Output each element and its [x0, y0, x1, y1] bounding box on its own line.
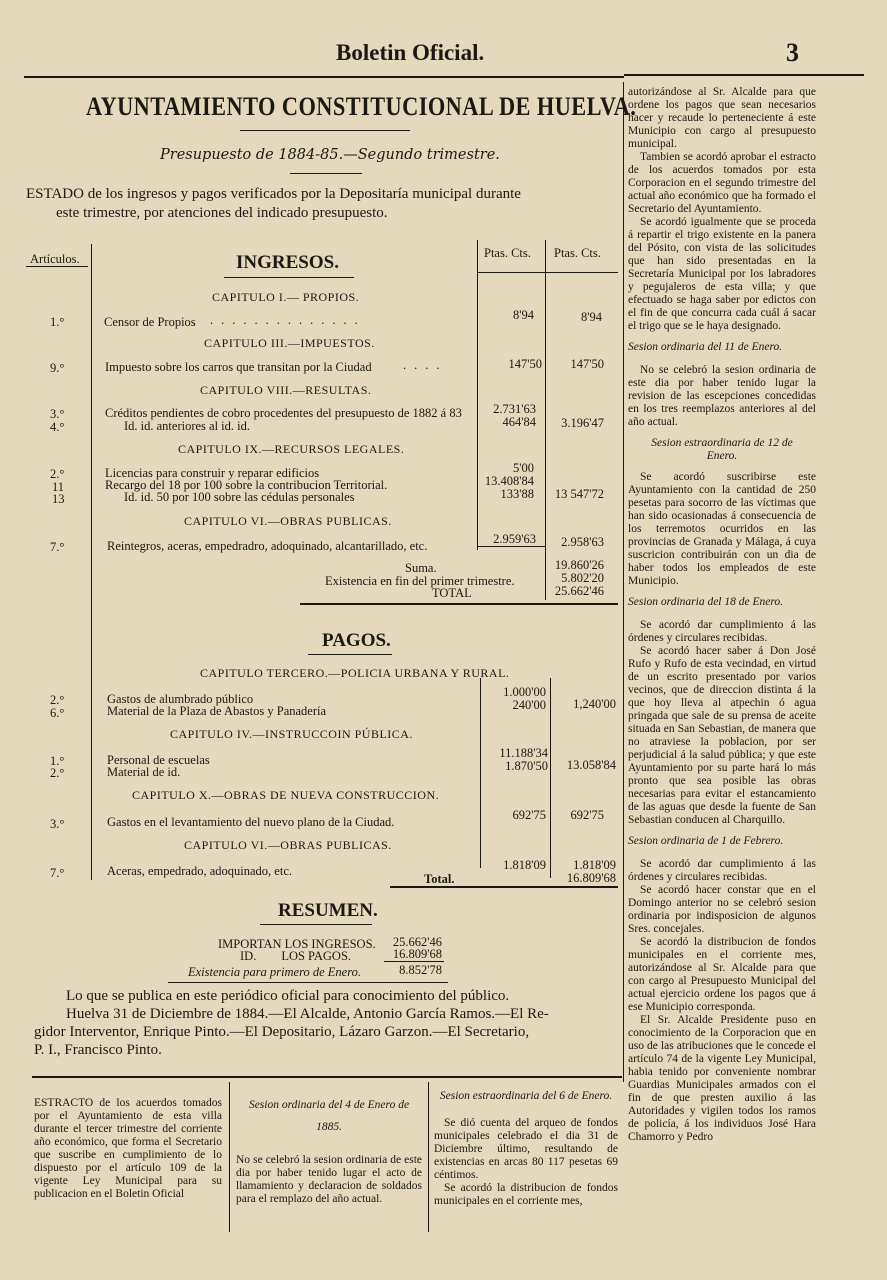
- ix-v1a: 5'00: [512, 461, 534, 475]
- column-divider: [623, 82, 624, 1082]
- capitulo-tercero: CAPITULO TERCERO.—POLICIA URBANA Y RURAL.: [200, 666, 510, 680]
- art-2: 2.°: [50, 467, 65, 481]
- header-rule: [24, 76, 624, 78]
- existencia-val: 5.802'20: [561, 571, 604, 585]
- resumen-ingresos-label: IMPORTAN LOS INGRESOS.: [218, 937, 376, 951]
- vi-v1: 2.959'63: [493, 532, 536, 546]
- bottom-rule: [32, 1076, 622, 1078]
- resumen-ingresos-val: 25.662'46: [392, 935, 442, 949]
- carros-v1: 147'50: [508, 357, 542, 371]
- ornament-rule-2: [290, 173, 362, 174]
- right-para-5: Se acordó suscribirse este Ayuntamiento con la cantidad de 250 pesetas para socorro de las víctimas que han sido ocasionadas á consecuencia de los terremotos ocurridos en las provincias de Granada y Málaga, á cuya suscricion contribuirán con un dia de haber todos los empleados de este Municipio.: [628, 471, 816, 587]
- right-para-6: Se acordó dar cumplimiento á las órdenes y circulares recibidas.: [628, 619, 816, 644]
- resumen-underline: [260, 924, 372, 925]
- carros-v2: 147'50: [570, 357, 604, 371]
- resumen-title: RESUMEN.: [278, 900, 378, 921]
- pagos-total-val: 16.809'68: [566, 871, 616, 885]
- censor-v1: 8'94: [512, 308, 534, 322]
- capitulo-i: CAPITULO I.— PROPIOS.: [212, 290, 360, 304]
- pagos-underline: [308, 654, 392, 655]
- right-para-3: Se acordó igualmente que se proceda á repartir el trigo existente en la panera del Pósito, con vista de las solicitudes que han sido presentadas en la Secretaría Municipal por los labradores y pegujaleros de esta villa; y que efectuado se haga saber por edictos con el fin de que concurra cada cuál á sacar el trigo que se le haya designado.: [628, 216, 816, 332]
- subheading: Presupuesto de 1884-85.—Segundo trimestre.: [160, 147, 500, 163]
- distribucion-fondos-text: Se acordó la distribucion de fondos municipales en el corriente mes,: [434, 1182, 618, 1207]
- aceras-empedrado: Aceras, empedrado, adoquinado, etc.: [107, 864, 292, 878]
- sesion-1-febrero-heading: Sesion ordinaria de 1 de Febrero.: [628, 835, 784, 847]
- iv-v1a: 11.188'34: [499, 746, 548, 760]
- ix-v1b: 13.408'84: [484, 474, 534, 488]
- intro-line-2: este trimestre, por atenciones del indicado presupuesto.: [56, 205, 388, 221]
- capitulo-x: CAPITULO X.—OBRAS DE NUEVA CONSTRUCCION.: [132, 788, 440, 802]
- capitulo-iii: CAPITULO III.—IMPUESTOS.: [204, 336, 375, 350]
- right-para-1: autorizándose al Sr. Alcalde para que ordene los pagos que sean necesarios hacer y recaude lo perteneciente á este Municipio con cargo al presupuesto municipal.: [628, 86, 816, 150]
- right-para-7: Se acordó hacer saber á Don José Rufo y Rufo de esta vecindad, en virtud de un escrito presentado por varios vecinos, que de direccion distinta á la que hoy lleva al atpechin ó agua pringada que sale de su prensa de aceite situada en San Sebastian, de manera que no atraviese la poblacion, por ser perjudicial á la salud pública; y que este Ayuntamiento por su parte hará lo más pronto que sea posible las obras necesarias para evitar el estancamiento de las aguas que desde la fuente de San Sebastian conducen al Charquillo.: [628, 645, 816, 826]
- vi2-v1: 1.818'09: [503, 858, 546, 872]
- x-v2: 692'75: [570, 808, 604, 822]
- x-art: 3.°: [50, 817, 65, 831]
- suma-label: Suma.: [405, 561, 437, 575]
- newspaper-title: Boletin Oficial.: [336, 40, 485, 65]
- sesion-18-enero-heading: Sesion ordinaria del 18 de Enero.: [628, 596, 784, 608]
- pagos-title: PAGOS.: [322, 630, 391, 651]
- sesion-6-enero-heading: Sesion estraordinaria del 6 de Enero.: [439, 1090, 613, 1102]
- col-head-2: Ptas. Cts.: [554, 246, 601, 260]
- levantamiento-plano: Gastos en el levantamiento del nuevo plano de la Ciudad.: [107, 815, 395, 829]
- right-para-2: Tambien se acordó aprobar el estracto de los acuerdos tomados por esta Corporacion en el segundo trimestre del actual año económico que ha formado el Secretario del Ayuntamiento.: [628, 151, 816, 215]
- capitulo-viii: CAPITULO VIII.—RESULTAS.: [200, 383, 372, 397]
- right-para-9: Se acordó hacer constar que en el Domingo anterior no se celebró sesion ordinaria por indisposicion de algunos Sres. concejales.: [628, 884, 816, 935]
- iv-v2: 13.058'84: [566, 758, 616, 772]
- articulos-underline: [26, 266, 88, 267]
- suma-val: 19.860'26: [554, 558, 604, 572]
- right-column: [628, 86, 816, 1144]
- page-number: 3: [786, 38, 799, 67]
- resumen-end-rule: [168, 982, 448, 983]
- vi2-v2: 1.818'09: [573, 858, 616, 872]
- closing-line-4: P. I., Francisco Pinto.: [34, 1042, 162, 1058]
- art-7: 7.°: [50, 540, 65, 554]
- estracto-text: ESTRACTO de los acuerdos tomados por el Ayuntamiento de esta villa durante el tercer trimestre del corriente año económico, que forma el Secretario que suscribe en cumplimiento de lo dispuesto por el artículo 109 de la vigente Ley Municipal para su publicacion en el Boletin Oficial: [34, 1097, 222, 1200]
- impuesto-carros: Impuesto sobre los carros que transitan por la Ciudad: [105, 360, 372, 374]
- creditos-anteriores: Id. id. anteriores al id. id.: [124, 419, 251, 433]
- pagos-col-line-1: [480, 678, 481, 868]
- col-head-rule: [478, 272, 618, 273]
- vi-v2: 2.958'63: [561, 535, 604, 549]
- sesion-11-enero-heading: Sesion ordinaria del 11 de Enero.: [628, 341, 783, 353]
- art-3: 3.°: [50, 407, 65, 421]
- vi2-art: 7.°: [50, 866, 65, 880]
- censor-propios: Censor de Propios: [104, 315, 196, 329]
- art-4: 4.°: [50, 420, 65, 434]
- ingresos-end-rule: [300, 603, 618, 605]
- right-para-4: No se celebró la sesion ordinaria de este dia por haber tenido lugar la revision de las escepciones concedidas en los tres reemplazos anteriores al del año actual.: [628, 364, 816, 428]
- header-rule-right: [624, 74, 864, 76]
- p-v2: 1,240'00: [573, 697, 616, 711]
- total-label: TOTAL: [432, 586, 472, 600]
- p-v1a: 1.000'00: [503, 685, 546, 699]
- sesion-4-enero-text: No se celebró la sesion ordinaria de este dia por haber tenido lugar el acto de llamamiento y declaracion de soldados para el remplazo del año actual.: [236, 1154, 422, 1205]
- sesion-4-enero-column: [236, 1094, 422, 1206]
- existencia-label: Existencia en fin del primer trimestre.: [325, 574, 515, 588]
- art-11: 11: [52, 480, 65, 494]
- licencias: Licencias para construir y reparar edificios: [105, 466, 320, 480]
- closing-line-1: Lo que se publica en este periódico oficial para conocimiento del público.: [66, 988, 510, 1004]
- censor-v2: 8'94: [580, 310, 602, 324]
- x-v1: 692'75: [512, 808, 546, 822]
- ix-v2: 13 547'72: [554, 487, 604, 501]
- closing-line-2: Huelva 31 de Diciembre de 1884.—El Alcalde, Antonio García Ramos.—El Re-: [66, 1006, 549, 1022]
- right-para-10: Se acordó la distribucion de fondos municipales en el corriente mes, autorizándose al Sr. Alcalde para que con cargo al Presupuesto Municipal del actual ejercicio ordene los pagos que á ese Municipio corresponda.: [628, 936, 816, 1013]
- capitulo-vi-pagos: CAPITULO VI.—OBRAS PUBLICAS.: [184, 838, 392, 852]
- sesion-6-enero-column: [434, 1090, 618, 1208]
- sesion-6-enero-text: Se dió cuenta del arqueo de fondos municipales celebrado el dia 31 de Diciembre último, resultando de existencias en arcas 80 117 pesetas 69 céntimos.: [434, 1117, 618, 1181]
- p-art-2: 2.°: [50, 693, 65, 707]
- ingresos-underline: [224, 277, 354, 278]
- resumen-existencia-label: Existencia para primero de Enero.: [188, 965, 361, 979]
- articulos-label: Artículos.: [30, 252, 80, 266]
- value-col-line-1: [477, 240, 478, 550]
- plaza-abastos: Material de la Plaza de Abastos y Panadería: [107, 704, 327, 718]
- total-val: 25.662'46: [554, 584, 604, 598]
- pagos-col-line-2: [550, 678, 551, 878]
- sesion-4-enero-heading: Sesion ordinaria del 4 de Enero de 1885.: [248, 1099, 410, 1133]
- alumbrado: Gastos de alumbrado público: [107, 692, 254, 706]
- p-v1b: 240'00: [512, 698, 546, 712]
- closing-line-3: gidor Interventor, Enrique Pinto.—El Depositario, Lázaro Garzon.—El Secretario,: [34, 1024, 530, 1040]
- estracto-column: [34, 1097, 222, 1201]
- sesion-12-enero-heading: Sesion estraordinaria de 12 de Enero.: [651, 437, 793, 462]
- ix-v1c: 133'88: [500, 487, 534, 501]
- pagos-end-rule: [390, 886, 618, 888]
- creditos-pendientes: Créditos pendientes de cobro procedentes del presupuesto de 1882 á 83: [105, 406, 462, 420]
- iv-art-2: 2.°: [50, 766, 65, 780]
- art-9: 9.°: [50, 361, 65, 375]
- main-heading: AYUNTAMIENTO CONSTITUCIONAL DE HUELVA.: [86, 92, 637, 121]
- art-1: 1.°: [50, 315, 65, 329]
- resumen-existencia-val: 8.852'78: [399, 963, 442, 977]
- resumen-rule: [384, 961, 444, 962]
- capitulo-ix: CAPITULO IX.—RECURSOS LEGALES.: [178, 442, 405, 456]
- capitulo-iv: CAPITULO IV.—INSTRUCCOIN PÚBLICA.: [170, 727, 413, 741]
- art-13: 13: [52, 492, 65, 506]
- resultas-v2: 3.196'47: [561, 416, 604, 430]
- reintegros: Reintegros, aceras, empedradro, adoquinado, alcantarillado, etc.: [107, 539, 428, 553]
- ingresos-title: INGRESOS.: [236, 252, 339, 273]
- cedulas-personales: Id. id. 50 por 100 sobre las cédulas personales: [124, 490, 355, 504]
- col-head-1: Ptas. Cts.: [484, 246, 531, 260]
- right-para-11: El Sr. Alcalde Presidente puso en conocimiento de la Corporacion que en uso de las atribuciones que le concede el artículo 74 de la vigente Ley Municipal, habia tenido por conveniente nombrar Guardias Municipales armados con el fin de que presten auxilio á las Autoridades y vigilen todos los ramos de policía, á los individuos José Hara Chamorro y Pedro: [628, 1014, 816, 1143]
- bottom-divider-1: [229, 1082, 230, 1232]
- resumen-pagos-val: 16.809'68: [392, 947, 442, 961]
- bottom-divider-2: [428, 1082, 429, 1232]
- iv-v1b: 1.870'50: [505, 759, 548, 773]
- dot-leader: ..............: [210, 313, 366, 327]
- material-id: Material de id.: [107, 765, 181, 779]
- resultas-v1b: 464'84: [502, 415, 536, 429]
- iv-art-1: 1.°: [50, 754, 65, 768]
- resumen-pagos-label: ID. LOS PAGOS.: [240, 949, 352, 963]
- p-art-6: 6.°: [50, 706, 65, 720]
- pagos-total-label: Total.: [424, 872, 455, 886]
- right-para-8: Se acordó dar cumplimiento á las órdenes y circulares recibidas.: [628, 858, 816, 883]
- ornament-rule: [240, 130, 410, 131]
- recargo-territorial: Recargo del 18 por 100 sobre la contribucion Territorial.: [105, 478, 388, 492]
- articles-col-line: [91, 244, 92, 880]
- dot-leader: ....: [403, 358, 448, 372]
- capitulo-vi: CAPITULO VI.—OBRAS PUBLICAS.: [184, 514, 392, 528]
- personal-escuelas: Personal de escuelas: [107, 753, 210, 767]
- resultas-v1a: 2.731'63: [493, 402, 536, 416]
- intro-line-1: ESTADO de los ingresos y pagos verificados por la Depositaría municipal durante: [26, 186, 521, 202]
